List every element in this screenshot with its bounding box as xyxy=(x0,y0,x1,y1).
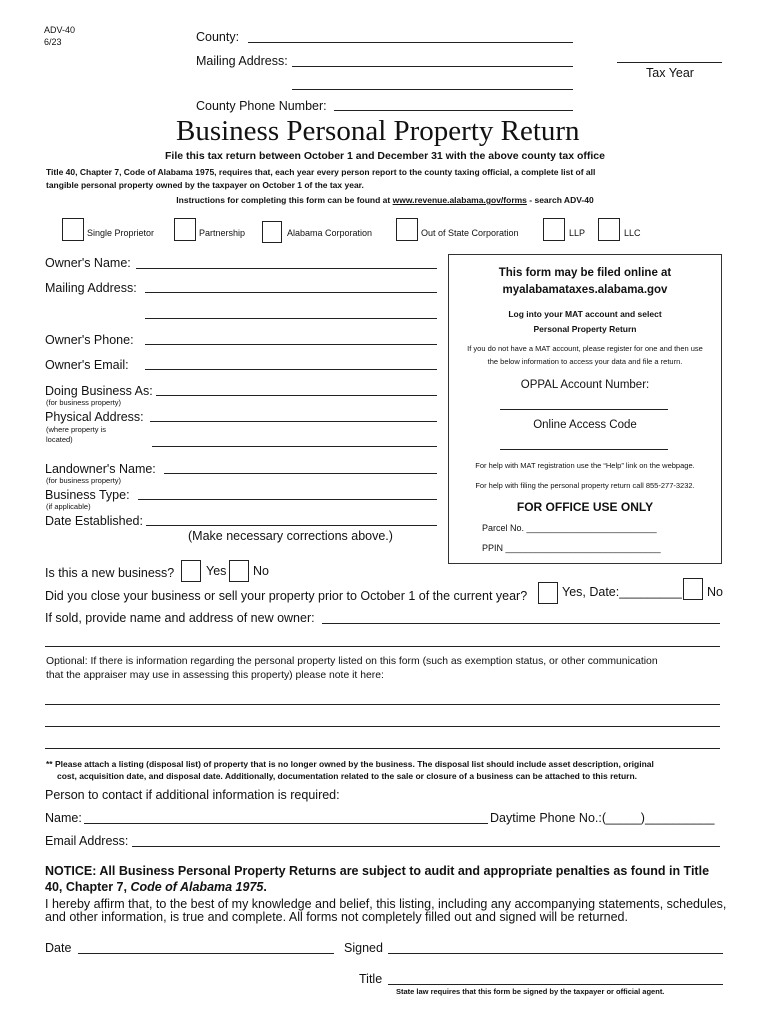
signature-footer: State law requires that this form be signed by the taxpayer or official agent. xyxy=(396,987,665,996)
contact-email-field[interactable] xyxy=(132,846,720,847)
physical-address-field-2[interactable] xyxy=(152,446,437,447)
dba-note: (for business property) xyxy=(46,398,122,407)
disposal-text-2: cost, acquisition date, and disposal date. Additionally, documentation related to the sale or closure of a business can be attached to this return. xyxy=(57,771,637,781)
label-llp: LLP xyxy=(569,228,586,238)
signature-field[interactable] xyxy=(388,953,723,954)
new-owner-field-2[interactable] xyxy=(45,646,720,647)
ppin-field[interactable]: PPIN _______________________________ xyxy=(482,543,661,553)
signed-label: Signed xyxy=(344,941,383,955)
access-code-label: Online Access Code xyxy=(533,419,637,431)
county-mailing-field[interactable] xyxy=(292,66,573,67)
owner-phone-field[interactable] xyxy=(145,344,437,345)
label-single-proprietor: Single Proprietor xyxy=(87,228,155,238)
business-type-field[interactable] xyxy=(138,499,437,500)
dba-label: Doing Business As: xyxy=(45,384,153,398)
closed-no-label: No xyxy=(707,585,723,599)
county-field[interactable] xyxy=(248,42,573,43)
contact-email-label: Email Address: xyxy=(45,834,129,848)
closed-question: Did you close your business or sell your property prior to October 1 of the current year? xyxy=(45,589,528,603)
parcel-field[interactable]: Parcel No. __________________________ xyxy=(482,523,657,533)
form-id: ADV-40 xyxy=(44,25,76,35)
checkbox-partnership[interactable] xyxy=(174,218,196,241)
login-line-1: Log into your MAT account and select xyxy=(508,309,662,319)
landowner-label: Landowner's Name: xyxy=(45,462,156,476)
no-account-line-2: the below information to access your data and file a return. xyxy=(487,357,683,366)
physical-note-1: (where property is xyxy=(46,425,107,434)
county-label: County: xyxy=(196,30,240,44)
contact-heading: Person to contact if additional information is required: xyxy=(45,788,340,802)
sold-question: If sold, provide name and address of new owner: xyxy=(45,611,315,625)
landowner-note: (for business property) xyxy=(46,476,122,485)
owner-email-field[interactable] xyxy=(145,369,437,370)
owner-phone-label: Owner's Phone: xyxy=(45,333,134,347)
checkbox-single-proprietor[interactable] xyxy=(62,218,84,241)
label-out-of-state-corporation: Out of State Corporation xyxy=(421,228,519,238)
tax-year-field[interactable] xyxy=(617,62,722,63)
label-llc: LLC xyxy=(624,228,641,238)
owner-name-label: Owner's Name: xyxy=(45,256,131,270)
new-owner-field[interactable] xyxy=(322,623,720,624)
office-use-title: FOR OFFICE USE ONLY xyxy=(516,500,654,514)
business-type-note: (if applicable) xyxy=(46,502,91,511)
new-business-no-label: No xyxy=(253,564,269,578)
law-text-2: tangible personal property owned by the taxpayer on October 1 of the tax year. xyxy=(46,180,364,190)
checkbox-alabama-corporation[interactable] xyxy=(262,221,282,243)
oppal-label: OPPAL Account Number: xyxy=(520,379,650,391)
county-phone-label: County Phone Number: xyxy=(196,99,327,113)
daytime-phone-field[interactable]: Daytime Phone No.:(_____)__________ xyxy=(490,811,715,825)
optional-notes-line-1[interactable] xyxy=(45,704,720,705)
disposal-text-1: ** Please attach a listing (disposal list) of property that is no longer owned by the business. The disposal list should include asset description, original xyxy=(46,759,654,769)
closed-yes-checkbox[interactable] xyxy=(538,582,558,604)
contact-name-field[interactable] xyxy=(84,823,488,824)
checkbox-llp[interactable] xyxy=(543,218,565,241)
dba-field[interactable] xyxy=(156,395,437,396)
notice-line-1: NOTICE: All Business Personal Property Returns are subject to audit and appropriate penalties as found in Title xyxy=(45,864,710,878)
new-business-yes-label: Yes xyxy=(206,564,227,578)
online-title-2[interactable]: myalabamataxes.alabama.gov xyxy=(502,284,668,296)
title-label: Title xyxy=(359,972,383,986)
date-label: Date xyxy=(45,941,72,955)
closed-no-checkbox[interactable] xyxy=(683,578,703,600)
checkbox-llc[interactable] xyxy=(598,218,620,241)
optional-text-2: that the appraiser may use in assessing this property) please note it here: xyxy=(46,670,384,681)
page-title: Business Personal Property Return xyxy=(176,115,580,147)
checkbox-out-of-state-corporation[interactable] xyxy=(396,218,418,241)
optional-notes-line-2[interactable] xyxy=(45,726,720,727)
corrections-note: (Make necessary corrections above.) xyxy=(188,529,393,543)
login-line-2: Personal Property Return xyxy=(533,324,637,334)
county-mailing-field-2[interactable] xyxy=(292,89,573,90)
label-partnership: Partnership xyxy=(199,228,246,238)
help-line-1: For help with MAT registration use the “Help” link on the webpage. xyxy=(475,461,695,470)
form-date: 6/23 xyxy=(44,37,62,47)
optional-notes-line-3[interactable] xyxy=(45,748,720,749)
landowner-field[interactable] xyxy=(164,473,437,474)
access-code-field[interactable] xyxy=(500,449,668,450)
county-phone-field[interactable] xyxy=(334,110,573,111)
no-account-line-1: If you do not have a MAT account, please register for one and then use xyxy=(467,344,703,353)
physical-address-field[interactable] xyxy=(150,421,437,422)
file-instruction: File this tax return between October 1 and December 31 with the above county tax office xyxy=(165,150,605,162)
owner-mailing-field-2[interactable] xyxy=(145,318,437,319)
affirm-line-1: I hereby affirm that, to the best of my knowledge and belief, this listing, including any accompanying statements, schedules, xyxy=(45,897,727,911)
help-line-2: For help with filing the personal property return call 855-277-3232. xyxy=(475,481,695,490)
date-established-field[interactable] xyxy=(146,525,437,526)
instructions-link[interactable]: www.revenue.alabama.gov/forms xyxy=(392,195,527,205)
contact-name-label: Name: xyxy=(45,811,82,825)
owner-email-label: Owner's Email: xyxy=(45,358,129,372)
owner-mailing-field[interactable] xyxy=(145,292,437,293)
affirm-line-2: and other information, is true and complete. All forms not completely filled out and signed will be returned. xyxy=(45,910,628,924)
new-business-question: Is this a new business? xyxy=(45,566,175,580)
new-business-yes-checkbox[interactable] xyxy=(181,560,201,582)
physical-note-2: located) xyxy=(46,435,73,444)
law-text-1: Title 40, Chapter 7, Code of Alabama 1975, requires that, each year every person report to the county taxing official, a complete list of all xyxy=(46,167,596,177)
physical-address-label: Physical Address: xyxy=(45,410,144,424)
owner-name-field[interactable] xyxy=(136,268,437,269)
oppal-field[interactable] xyxy=(500,409,668,410)
closed-yes-label: Yes, Date:_________ xyxy=(562,585,682,599)
optional-text-1: Optional: If there is information regarding the personal property listed on this form (such as exemption status, or other communication xyxy=(46,656,658,667)
county-mailing-label: Mailing Address: xyxy=(196,54,288,68)
instructions-line: Instructions for completing this form can be found at www.revenue.alabama.gov/forms - search ADV-40 xyxy=(176,195,594,205)
owner-mailing-label: Mailing Address: xyxy=(45,281,137,295)
title-field[interactable] xyxy=(388,984,723,985)
notice-line-2: 40, Chapter 7, Code of Alabama 1975. xyxy=(45,880,267,894)
date-field[interactable] xyxy=(78,953,334,954)
label-alabama-corporation: Alabama Corporation xyxy=(287,228,373,238)
new-business-no-checkbox[interactable] xyxy=(229,560,249,582)
business-type-label: Business Type: xyxy=(45,488,130,502)
date-established-label: Date Established: xyxy=(45,514,143,528)
tax-year-label: Tax Year xyxy=(646,66,694,80)
online-title-1: This form may be filed online at xyxy=(498,267,672,279)
